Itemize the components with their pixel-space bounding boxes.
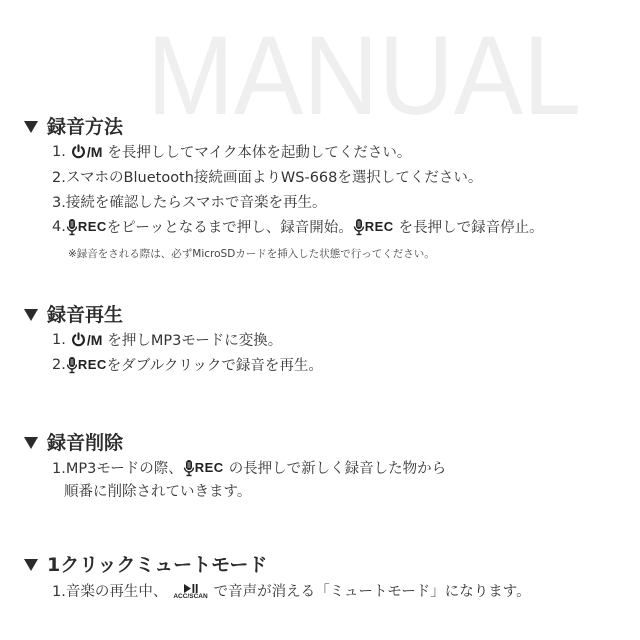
step-number: 1. (52, 331, 66, 348)
rec-key-label: REC (77, 219, 107, 234)
record-step-1 (52, 141, 411, 162)
step-text: をダブルクリックで録音を再生。 (106, 358, 323, 374)
triangle-down-icon (24, 121, 38, 133)
record-step-4 (52, 216, 544, 237)
section-title-playback (24, 300, 123, 327)
section-title-playback-text: 録音再生 (47, 304, 124, 326)
microphone-icon (353, 218, 365, 236)
record-step-3: 3.接続を確認したらスマホで音楽を再生。 (52, 195, 327, 211)
microphone-icon (66, 218, 78, 236)
step-text: をピーッとなるまで押し、録音開始。 (106, 220, 353, 236)
record-note: ※録音をされる際は、必ずMicroSDカードを挿入した状態で行ってください。 (68, 248, 435, 260)
mute-step-1 (52, 580, 531, 601)
step-text: の長押しで新しく録音した物から (228, 461, 447, 477)
microphone-icon (66, 356, 78, 374)
playback-step-2 (52, 354, 323, 375)
step-text: 1.MP3モードの際、 (52, 461, 183, 477)
step-text: を押しMP3モードに変換。 (107, 333, 283, 349)
section-title-record (24, 112, 123, 139)
triangle-down-icon (24, 437, 38, 449)
section-title-delete-text: 録音削除 (47, 432, 124, 454)
manual-watermark: MANUAL (147, 13, 582, 138)
acc-scan-label: ACC/SCAN (173, 593, 208, 601)
step-text: を長押ししてマイク本体を起動してください。 (107, 145, 412, 161)
rec-key-label: REC (194, 460, 224, 475)
delete-step-1 (52, 457, 446, 478)
section-title-mute (24, 550, 267, 577)
step-number: 2. (52, 356, 66, 373)
delete-step-1-continued: 順番に削除されていきます。 (64, 484, 252, 500)
playback-step-1 (52, 329, 282, 350)
section-title-mute-text: 1クリックミュートモード (47, 554, 268, 576)
section-title-delete (24, 428, 123, 455)
step-text: で音声が消える「ミュートモード」になります。 (213, 584, 531, 600)
microphone-icon (183, 459, 195, 477)
step-text: 1.音楽の再生中、 (52, 584, 168, 600)
rec-key-label: REC (77, 357, 107, 372)
section-title-record-text: 録音方法 (47, 116, 124, 138)
record-step-2: 2.スマホのBluetooth接続画面よりWS-668を選択してください。 (52, 170, 483, 186)
power-icon (71, 332, 86, 347)
rec-key-label: REC (364, 219, 394, 234)
mode-key-label: /M (86, 331, 103, 348)
step-number: 1. (52, 143, 66, 160)
triangle-down-icon (24, 309, 38, 321)
power-icon (71, 144, 86, 159)
play-pause-icon (184, 584, 198, 593)
step-text: を長押しで録音停止。 (398, 220, 544, 236)
acc-scan-button-icon (173, 584, 207, 601)
mode-key-label: /M (86, 143, 103, 160)
triangle-down-icon (24, 559, 38, 571)
step-number: 4. (52, 218, 66, 235)
